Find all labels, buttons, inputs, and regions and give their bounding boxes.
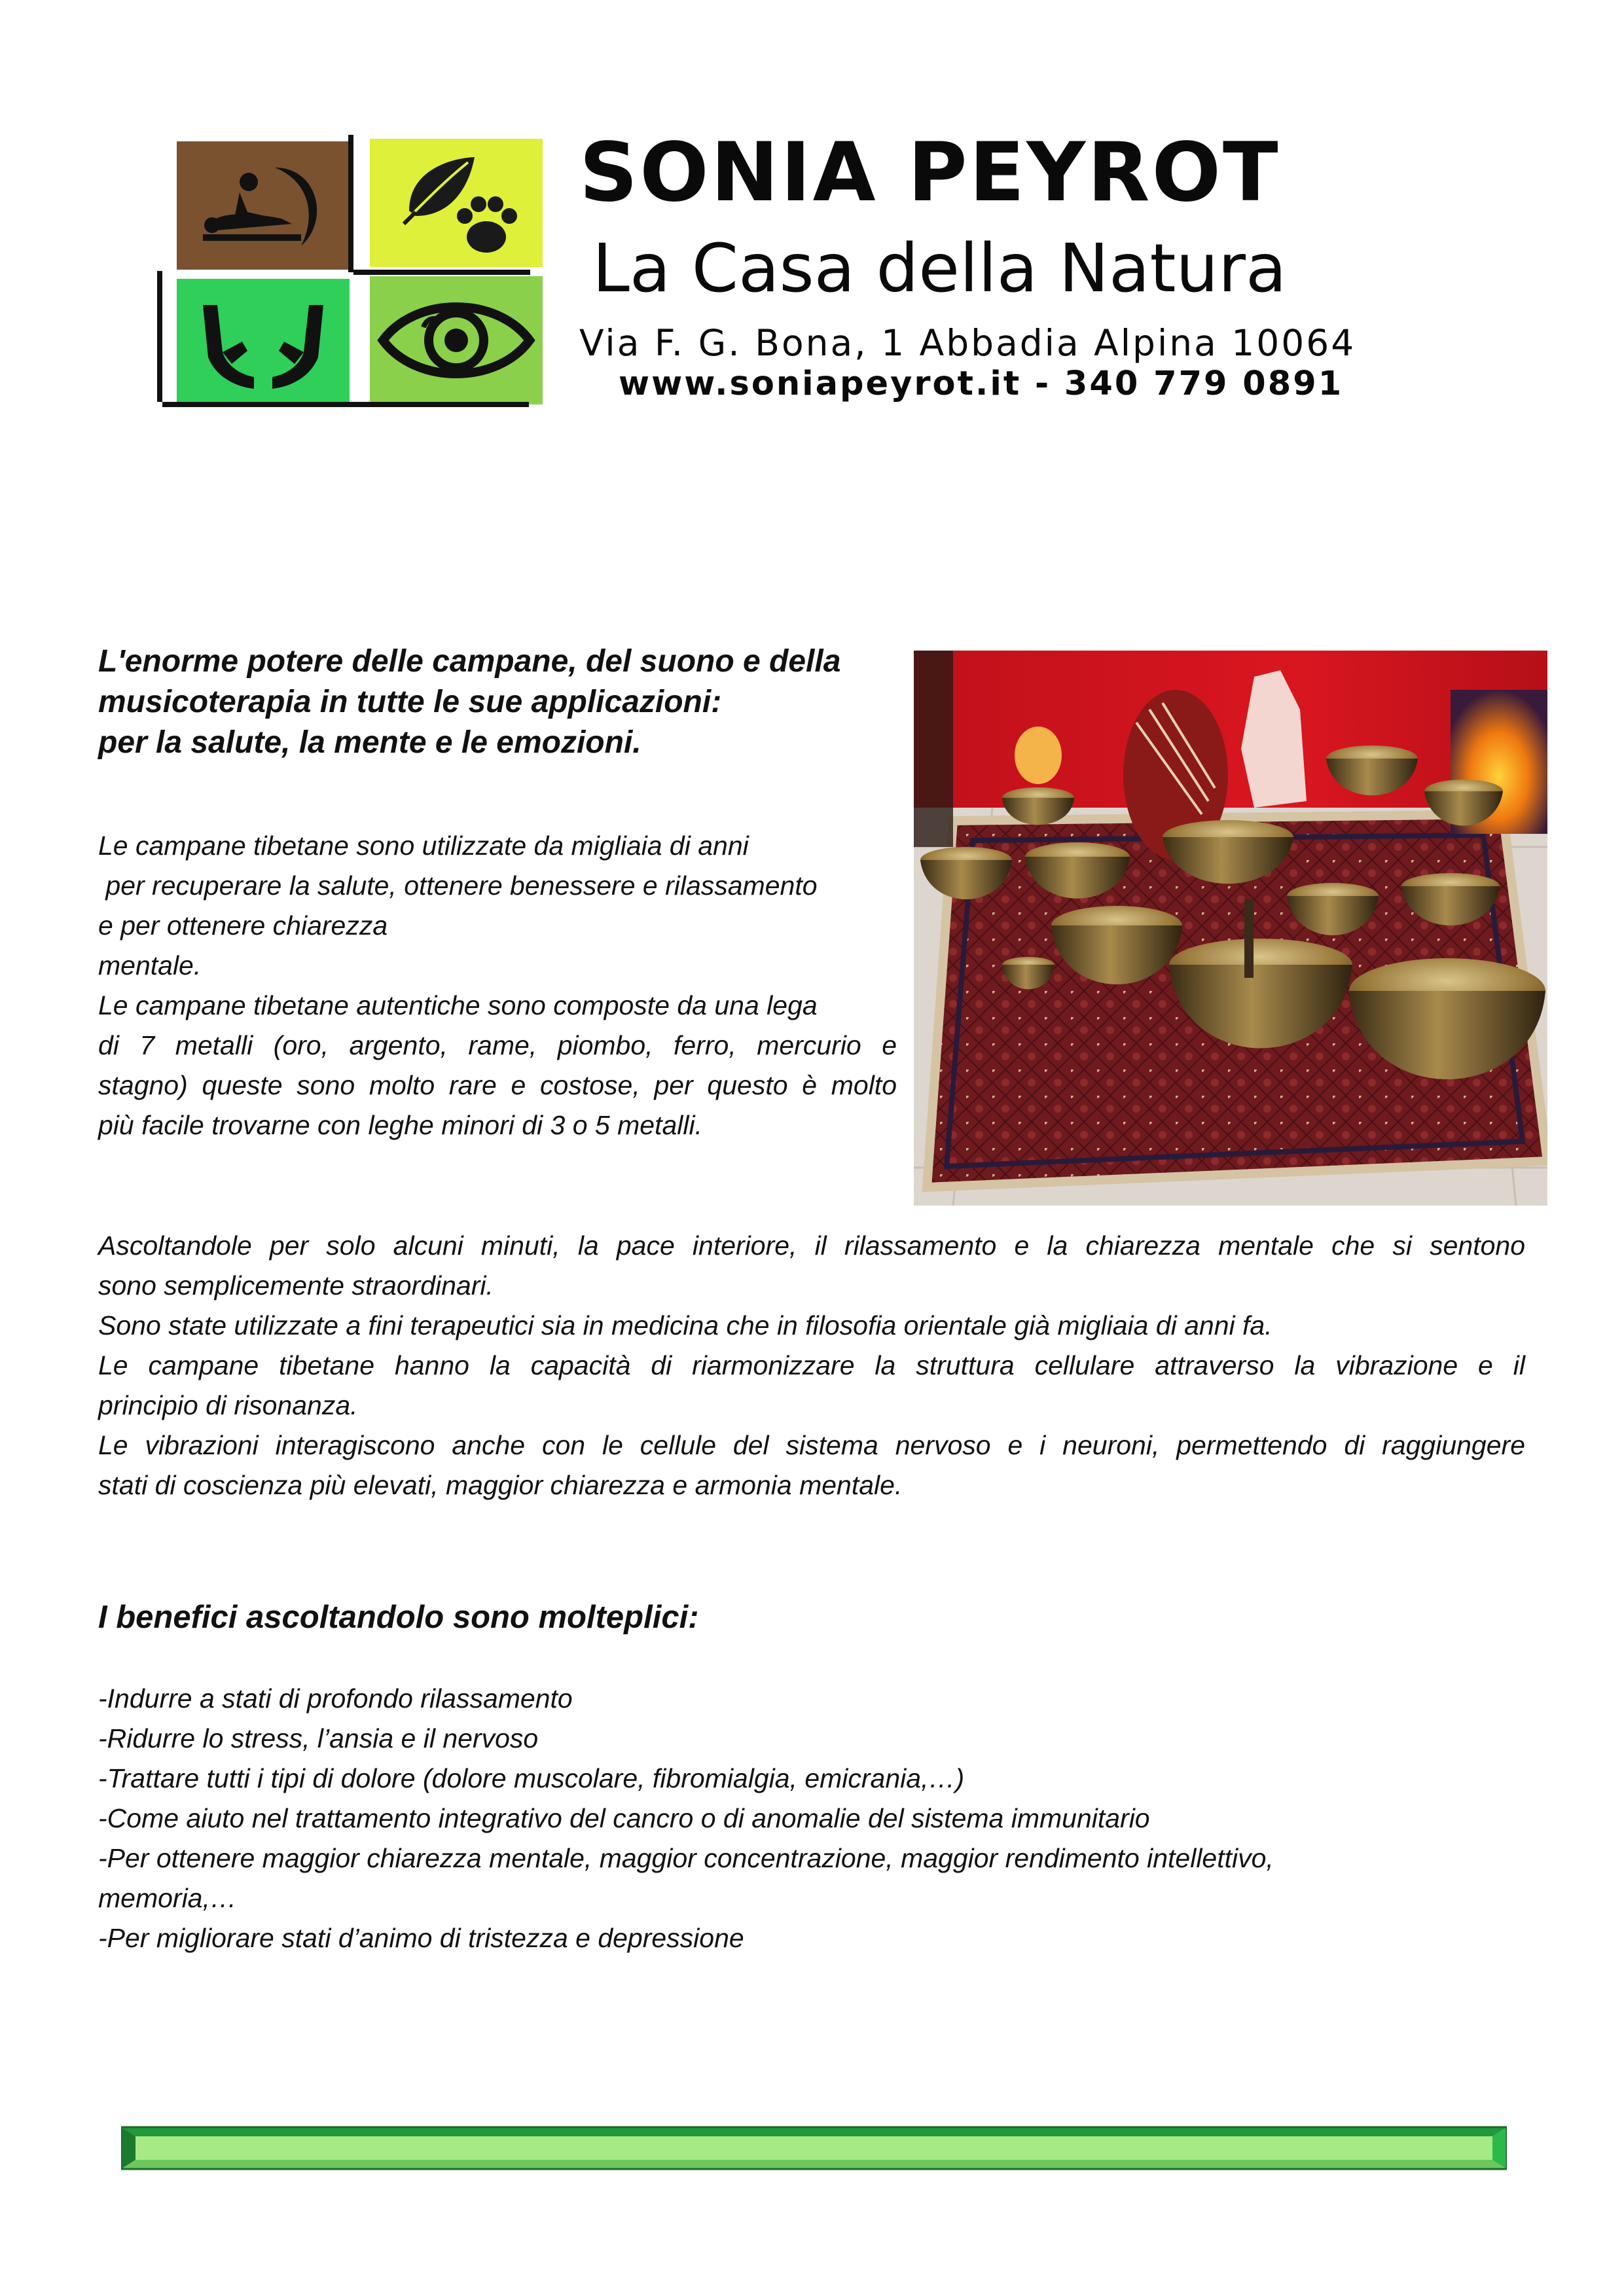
leaf-paw-icon (370, 139, 543, 267)
text-line: mentale. (98, 950, 202, 980)
logo-divider (353, 270, 530, 275)
logo (157, 135, 530, 410)
logo-divider (348, 135, 353, 272)
brand-name: SONIA PEYROT (579, 126, 1280, 220)
text-line: di 7 metalli (oro, argento, rame, piombo, ferro, mercurio e (98, 1030, 897, 1060)
massage-icon (177, 141, 350, 270)
list-item: -Ridurre lo stress, l’ansia e il nervoso (98, 1723, 539, 1753)
eye-icon (370, 276, 543, 404)
text-line: per recuperare la salute, ottenere benessere e rilassamento (98, 870, 818, 901)
title-line: musicoterapia in tutte le sue applicazioni: (98, 685, 722, 719)
text-line: Sono state utilizzate a fini terapeutici sia in medicina che in filosofia orientale già migliaia di anni fa. (98, 1310, 1272, 1340)
brand-contact: www.soniapeyrot.it - 340 779 0891 (619, 365, 1344, 403)
text-line: Le campane tibetane sono utilizzate da migliaia di anni (98, 831, 749, 861)
singing-bowls-photo (914, 651, 1547, 1206)
text-line: più facile trovarne con leghe minori di 3 o 5 metalli. (98, 1110, 702, 1140)
title-line: per la salute, la mente e le emozioni. (98, 725, 641, 760)
brand-subtitle: La Casa della Natura (592, 230, 1287, 308)
intro-paragraph (98, 826, 897, 1145)
text-line: stati di coscienza più elevati, maggior chiarezza e armonia mentale. (98, 1470, 903, 1500)
text-line: stagno) queste sono molto rare e costose, per questo è molto (98, 1070, 897, 1100)
footer-bar (121, 2122, 1507, 2174)
benefits-list (98, 1679, 1525, 1958)
list-item: -Come aiuto nel trattamento integrativo del cancro o di anomalie del sistema immunitario (98, 1803, 1150, 1833)
list-item: -Per ottenere maggior chiarezza mentale, maggior concentrazione, maggior rendimento intellettivo, (98, 1843, 1274, 1873)
list-item: -Indurre a stati di profondo rilassamento (98, 1683, 573, 1713)
benefits-heading: I benefici ascoltandolo sono molteplici: (98, 1600, 699, 1635)
logo-divider (162, 402, 529, 407)
list-item: -Trattare tutti i tipi di dolore (dolore muscolare, fibromialgia, emicrania,…) (98, 1763, 965, 1793)
text-line: Le campane tibetane hanno la capacità di riarmonizzare la struttura cellulare attraverso la vibrazione e il (98, 1350, 1525, 1380)
title-line: L'enorme potere delle campane, del suono e della (98, 644, 841, 679)
list-item: -Per migliorare stati d’animo di tristezza e depressione (98, 1923, 744, 1953)
brand-address: Via F. G. Bona, 1 Abbadia Alpina 10064 (579, 322, 1356, 364)
article-title (98, 641, 910, 763)
text-line: Ascoltandole per solo alcuni minuti, la pace interiore, il rilassamento e la chiarezza mentale che si sentono (98, 1230, 1525, 1261)
hands-icon (177, 279, 350, 407)
listening-paragraph (98, 1226, 1525, 1505)
text-line: Le vibrazioni interagiscono anche con le cellule del sistema nervoso e i neuroni, permettendo di raggiungere (98, 1430, 1525, 1460)
text-line: sono semplicemente straordinari. (98, 1270, 494, 1300)
text-line: Le campane tibetane autentiche sono composte da una lega (98, 990, 818, 1020)
list-item: memoria,… (98, 1883, 237, 1913)
text-line: e per ottenere chiarezza (98, 910, 388, 941)
logo-divider (157, 271, 162, 402)
text-line: principio di risonanza. (98, 1390, 358, 1420)
